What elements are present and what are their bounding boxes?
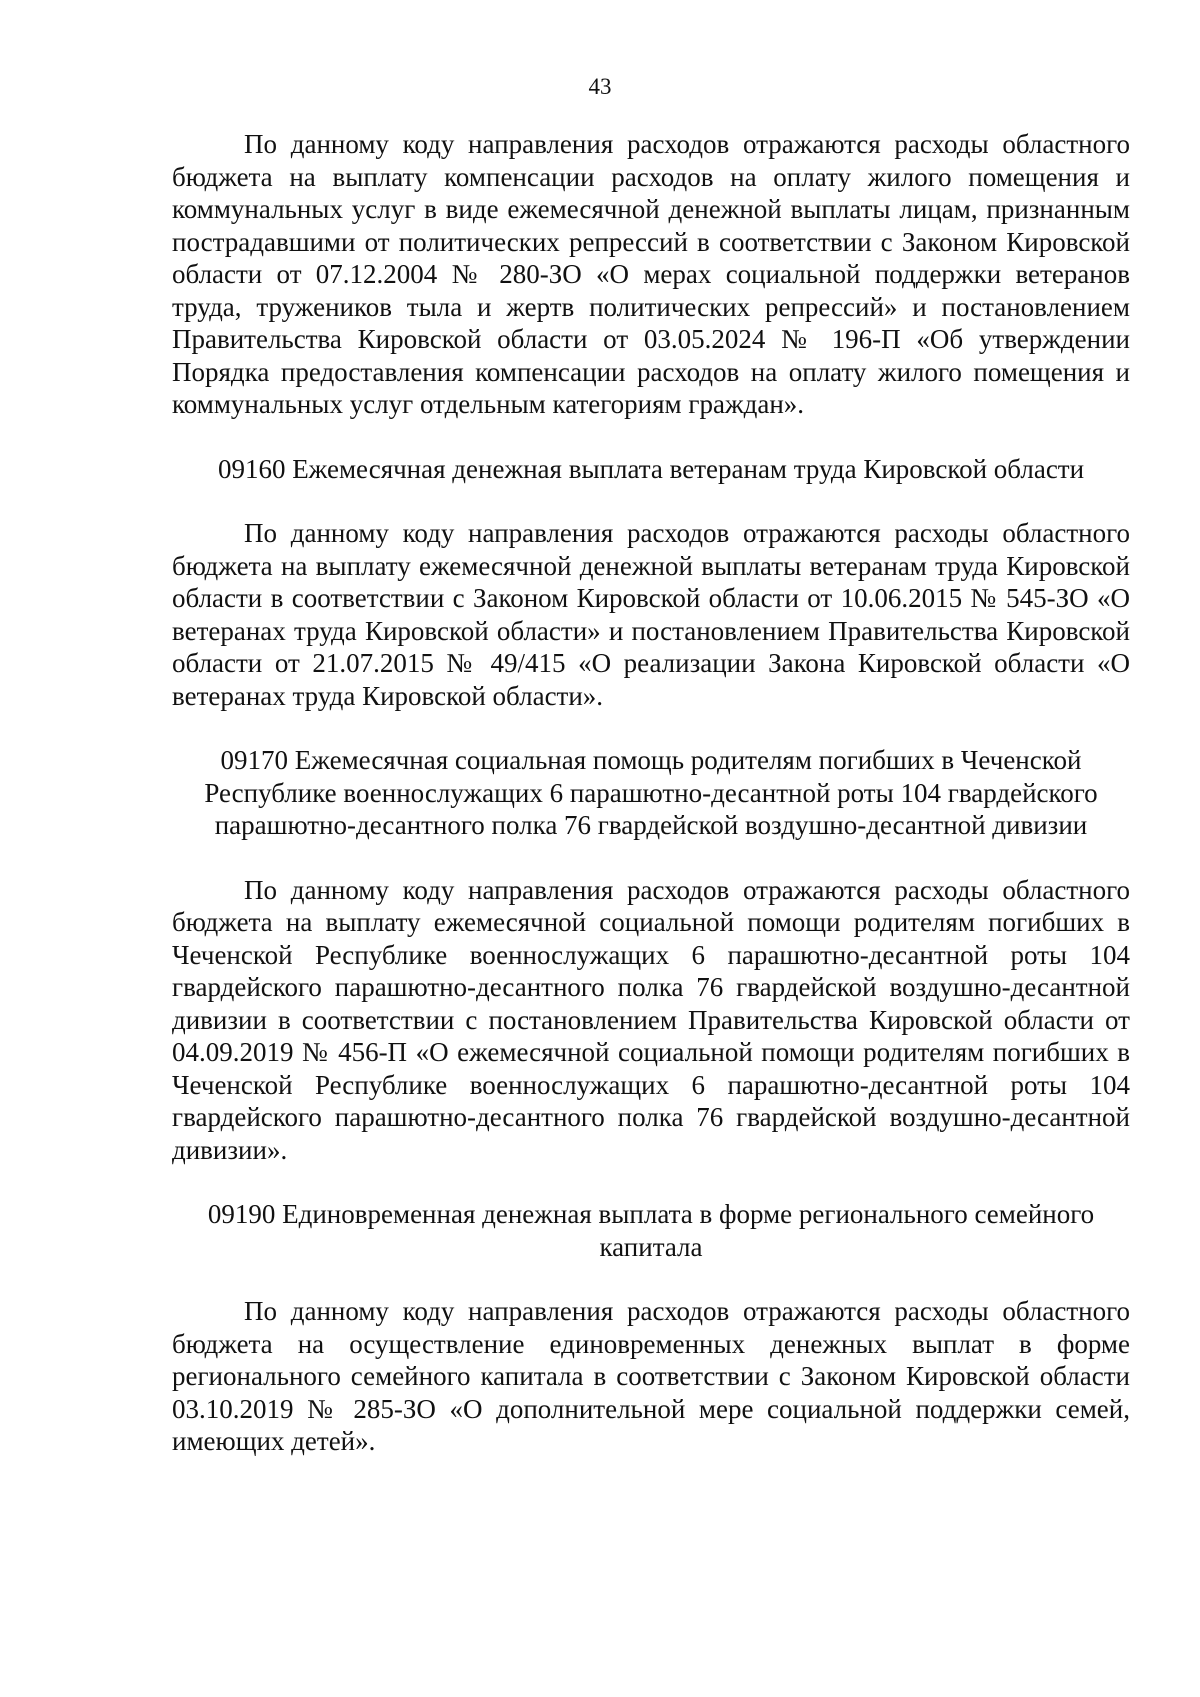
heading-09190: 09190 Единовременная денежная выплата в форме регионального семейного капитала: [207, 1199, 1095, 1262]
page-number: 43: [588, 74, 612, 99]
document-body: [172, 128, 1130, 1458]
heading-09170: 09170 Ежемесячная социальная помощь родителям погибших в Чеченской Республике военнослужащих 6 парашютно-десантной роты 104 гвардейского парашютно-десантного полка 76 гвардейской воздушно-десантной дивизии: [204, 745, 1098, 840]
paragraph-09160-description: По данному коду направления расходов отражаются расходы областного бюджета на выплату ежемесячной денежной выплаты ветеранам труда Кировской области в соответствии с Законом Кировской области от 10.06.2015 № 545-ЗО «О ветеранах труда Кировской области» и постановлением Правительства Кировской области от 21.07.2015 № 49/415 «О реализации Закона Кировской области «О ветеранах труда Кировской области».: [172, 518, 1130, 711]
paragraph-09190-description: По данному коду направления расходов отражаются расходы областного бюджета на осуществление единовременных денежных выплат в форме регионального семейного капитала в соответствии с Законом Кировской области 03.10.2019 № 285-ЗО «О дополнительной мере социальной поддержки семей, имеющих детей».: [172, 1296, 1130, 1456]
paragraph-09150-description: По данному коду направления расходов отражаются расходы областного бюджета на выплату компенсации расходов на оплату жилого помещения и коммунальных услуг в виде ежемесячной денежной выплаты лицам, признанным пострадавшими от политических репрессий в соответствии с Законом Кировской области от 07.12.2004 № 280-ЗО «О мерах социальной поддержки ветеранов труда, тружеников тыла и жертв политических репрессий» и постановлением Правительства Кировской области от 03.05.2024 № 196-П «Об утверждении Порядка предоставления компенсации расходов на оплату жилого помещения и коммунальных услуг отдельным категориям граждан».: [172, 129, 1130, 419]
heading-09160: 09160 Ежемесячная денежная выплата ветеранам труда Кировской области: [217, 453, 1085, 484]
paragraph-09170-description: По данному коду направления расходов отражаются расходы областного бюджета на выплату ежемесячной социальной помощи родителям погибших в Чеченской Республике военнослужащих 6 парашютно-десантной роты 104 гвардейского парашютно-десантного полка 76 гвардейской воздушно-десантной дивизии в соответствии с постановлением Правительства Кировской области от 04.09.2019 № 456-П «О ежемесячной социальной помощи родителям погибших в Чеченской Республике военнослужащих 6 парашютно-десантной роты 104 гвардейского парашютно-десантного полка 76 гвардейской воздушно-десантной дивизии».: [172, 874, 1130, 1165]
